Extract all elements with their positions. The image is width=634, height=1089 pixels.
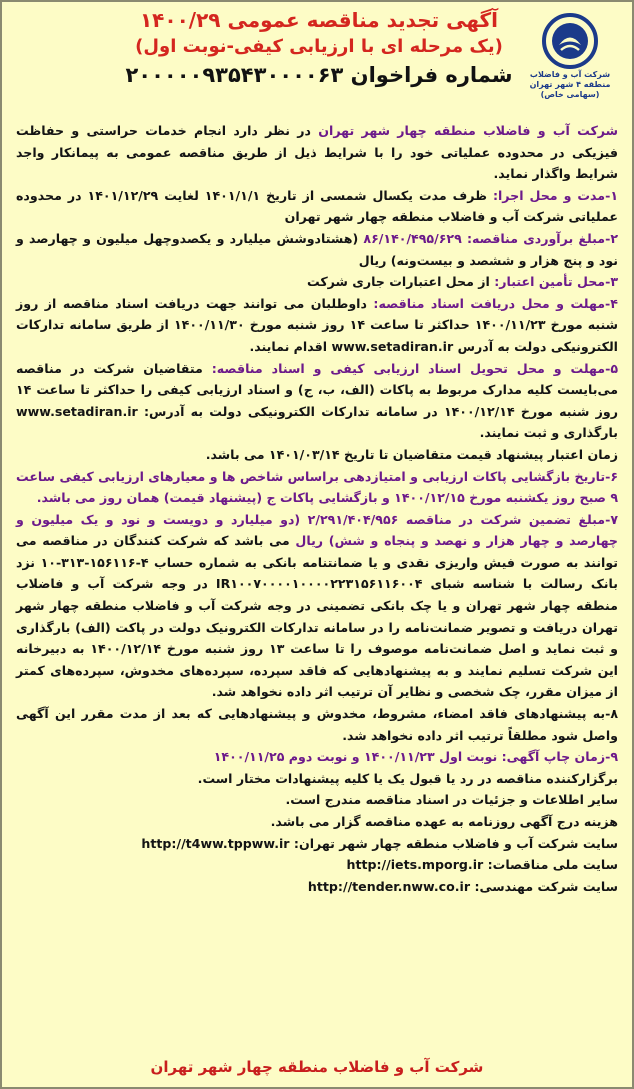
- logo-caption-3: (سهامی خاص): [540, 90, 600, 99]
- validity-note: [16, 444, 618, 466]
- section-6: [16, 466, 618, 509]
- section-4: [16, 293, 618, 358]
- site-row-company: [16, 833, 618, 855]
- company-logo: [516, 12, 624, 112]
- notice-header: [2, 2, 634, 120]
- notice-title: آگهی تجدید مناقصه عمومی ۱۴۰۰/۲۹: [139, 8, 499, 32]
- section-text: سایر اطلاعات و جزئیات در اسناد مناقصه مندرج است.: [285, 792, 618, 808]
- section-heading: ۷-مبلغ تضمین شرکت در مناقصه ۲/۲۹۱/۴۰۴/۹۵۶ (دو میلیارد و دویست و نود و یک میلیون و چهارصد و چهار هزار و نهصد و پنجاه و شش) ریال: [16, 511, 618, 549]
- notice-titles: [122, 6, 516, 90]
- site-label: سایت شرکت مهندسی:: [474, 878, 618, 894]
- logo-caption-1: شرکت آب و فاضلاب: [529, 70, 611, 79]
- section-heading: ۹-زمان چاپ آگهی: نوبت اول ۱۴۰۰/۱۱/۲۳ و نوبت دوم ۱۴۰۰/۱۱/۲۵: [213, 749, 618, 765]
- section-heading: ۳-محل تأمین اعتبار:: [494, 274, 618, 290]
- section-text: (هشتادوشش میلیارد و یکصدوچهل میلیون و چهارصد و نود و پنج هزار و ششصد و بیست‌ونه) ریال: [16, 230, 618, 268]
- section-text: برگزارکننده مناقصه در رد یا قبول یک یا کلیه پیشنهادات مختار است.: [197, 770, 618, 786]
- notice-body: [16, 120, 618, 897]
- section-2: [16, 228, 618, 271]
- site-link-engineering[interactable]: http://tender.nww.co.ir: [307, 878, 471, 894]
- site-label: سایت شرکت آب و فاضلاب منطقه چهار شهر تهران:: [293, 835, 618, 851]
- section-text: می باشد که شرکت کنندگان در مناقصه می توانند به صورت فیش واریزی نقدی و یا ضمانتنامه بانکی به شماره حساب ۴-۱۵۶۱۱۶-۳۱۳-۱۰ نزد بانک رسالت با شناسه شبای IR۱۰۰۷۰۰۰۰۱۰۰۰۰۲۲۳۱۵۶۱۱۶۰۰۴ در وجه شرکت آب و فاضلاب منطقه چهار شهر تهران و یا چک بانکی تضمینی در وجه شرکت آب و فاضلاب منطقه چهار شهر تهران دریافت و تصویر ضمانت‌نامه را در سامانه تدارکات الکترونیک دولت در پاکت (الف) بارگذاری و ثبت نماید و اصل ضمانت‌نامه موصوف را تا ساعت ۱۳ روز شنبه مورخ ۱۴۰۰/۱۲/۱۴ به دبیرخانه این شرکت تسلیم نمایند و به پیشنهادهایی که فاقد سپرده، سپرده‌های مخدوش، سپرده‌های کمتر از میزان مقرر، چک شخصی و نظایر آن ترتیب اثر داده نخواهد شد.: [16, 533, 618, 700]
- site-label: سایت ملی مناقصات:: [487, 857, 618, 873]
- site-link-national[interactable]: http://iets.mporg.ir: [346, 857, 484, 873]
- section-8: [16, 703, 618, 746]
- intro-paragraph: [16, 120, 618, 185]
- section-heading: ۲-مبلغ برآوردی مناقصه: ۸۶/۱۴۰/۴۹۵/۶۲۹: [363, 230, 618, 246]
- logo-caption-2: منطقه ۴ شهر تهران: [529, 80, 611, 89]
- intro-company: شرکت آب و فاضلاب منطقه چهار شهر تهران: [318, 123, 618, 138]
- section-text: هزینه درج آگهی روزنامه به عهده مناقصه گزار می باشد.: [270, 814, 618, 829]
- section-heading: ۶-تاریخ بازگشایی پاکات ارزیابی و امتیازدهی براساس شاخص ها و معیارهای ارزیابی کیفی ساعت ۹ صبح روز یکشنبه مورخ ۱۴۰۰/۱۲/۱۵ و بازگشایی پاکات ج (پیشنهاد قیمت) همان روز می باشد.: [16, 468, 618, 506]
- section-text: ۸-به پیشنهادهای فاقد امضاء، مشروط، مخدوش و پیشنهادهایی که بعد از مدت مقرر این آگهی واصل شود مطلقاً ترتیب اثر داده نخواهد شد.: [16, 706, 618, 743]
- section-3: [16, 271, 618, 293]
- water-drop-logo-icon: [541, 12, 599, 70]
- section-text: ظرف مدت یکسال شمسی از تاریخ ۱۴۰۱/۱/۱ لغایت ۱۴۰۱/۱۲/۲۹ در محدوده عملیاتی شرکت آب و فاضلاب منطقه چهار شهر تهران: [16, 187, 618, 225]
- section-9: [16, 746, 618, 768]
- footer-brand: شرکت آب و فاضلاب منطقه چهار شهر تهران: [150, 1058, 484, 1076]
- section-text: متقاضیان شرکت در مناقصه می‌بایست کلیه مدارک مربوط به پاکات (الف، ب، ج) و اسناد ارزیابی کیفی را حداکثر تا ساعت ۱۴ روز شنبه مورخ ۱۴۰۰/۱۲/۱۴ در سامانه تدارکات الکترونیکی دولت به آدرس: www.setadiran.ir بارگذاری و ثبت نمایند.: [16, 360, 619, 441]
- note-cost: [16, 811, 618, 833]
- site-row-national: [16, 854, 618, 876]
- call-number: شماره فراخوان ۲۰۰۰۰۰۹۳۵۴۳۰۰۰۰۶۳: [125, 63, 513, 87]
- section-heading: ۱-مدت و محل اجرا:: [492, 187, 618, 203]
- section-heading: ۵-مهلت و محل تحویل اسناد ارزیابی کیفی و اسناد مناقصه:: [211, 360, 618, 376]
- section-5: [16, 358, 618, 444]
- site-link-company[interactable]: http://t4ww.tppww.ir: [141, 835, 290, 851]
- note-rejection: [16, 768, 618, 790]
- section-text: زمان اعتبار پیشنهاد قیمت متقاضیان تا تاریخ ۱۴۰۱/۰۳/۱۴ می باشد.: [205, 446, 618, 462]
- section-heading: ۴-مهلت و محل دریافت اسناد مناقصه:: [373, 295, 618, 311]
- section-1: [16, 185, 618, 228]
- notice-subtitle: (یک مرحله ای با ارزیابی کیفی-نوبت اول): [135, 36, 503, 57]
- section-text: داوطلبان می توانند جهت دریافت اسناد مناقصه از روز شنبه مورخ ۱۴۰۰/۱۱/۲۳ حداکثر تا ساعت ۱۴ روز شنبه مورخ ۱۴۰۰/۱۱/۳۰ از طریق سامانه تدارکات الکترونیکی دولت به آدرس www.setadiran.ir اقدام نمایند.: [16, 295, 618, 354]
- site-row-engineering: [16, 876, 618, 898]
- intro-text: در نظر دارد انجام خدمات حراستی و حفاظت فیزیکی در محدوده عملیاتی خود را با شرایط ذیل از طریق مناقصه عمومی به پیمانکار واجد شرایط واگذار نماید.: [16, 123, 618, 182]
- section-7: [16, 509, 618, 703]
- note-details: [16, 789, 618, 811]
- section-text: از محل اعتبارات جاری شرکت: [307, 274, 495, 290]
